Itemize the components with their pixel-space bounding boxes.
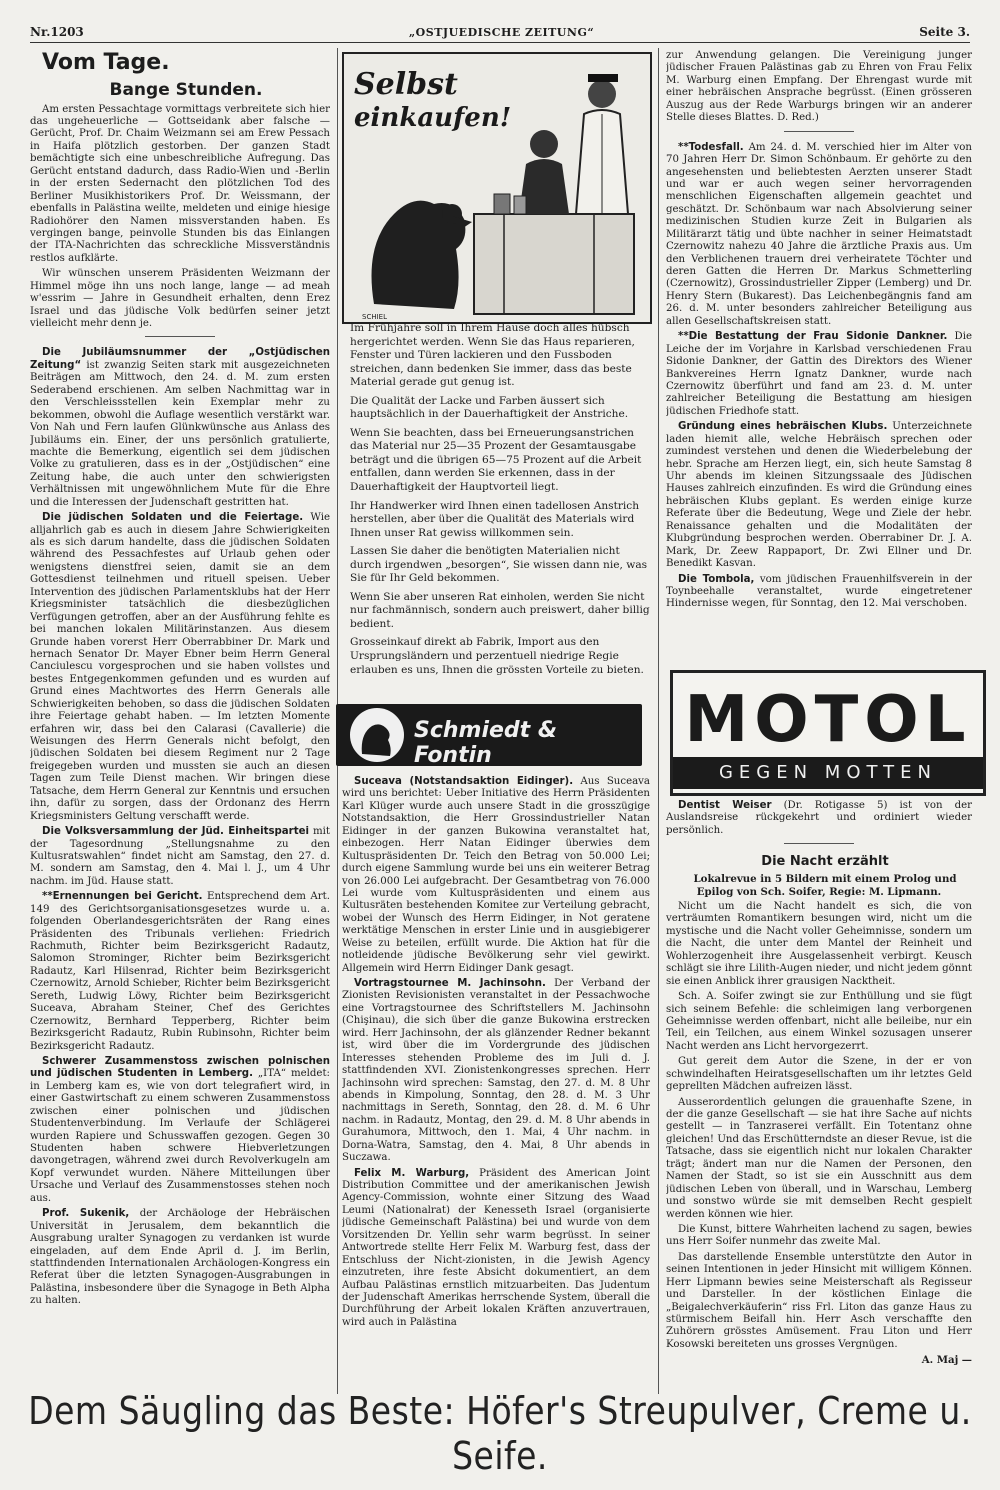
article-run-in-head: Die Jubiläumsnummer der „Ostjüdischen Zeitung“ <box>30 347 330 371</box>
ad-paragraph: Wenn Sie beachten, dass bei Erneuerungsanstrichen das Material nur 25—35 Prozent der Gesamtausgabe beträgt und die übrigen 65—75 Prozent auf die Arbeit entfallen, dann werden Sie erkennen, dass in der Dauerhaftigkeit der Hauptvorteil liegt. <box>350 426 642 494</box>
review-signature: A. Maj — <box>921 1354 972 1367</box>
ad-paragraph: Grosseinkauf direkt ab Fabrik, Import aus den Ursprungsländern und perzentuell niedrige Regie erlauben es uns, Ihnen die grössten Vorteile zu bieten. <box>350 636 644 676</box>
article-run-in-head: **Die Bestattung der Frau Sidonie Dankner. <box>678 331 948 343</box>
article-run-in-head: Gründung eines hebräischen Klubs. <box>678 421 888 433</box>
article <box>30 826 330 888</box>
review-title: Die Nacht erzählt <box>761 854 889 870</box>
ad-brand: Schmiedt & Fontin <box>414 718 558 768</box>
article <box>666 574 972 611</box>
ad-headline-1: Selbst <box>354 67 458 102</box>
article-run-in-head: Vortragstournee M. Jachinsohn. <box>354 978 546 989</box>
article-text: Am 24. d. M. verschied hier im Alter von 70 Jahren Herr Dr. Simon Schönbaum. Er gehörte zu den angesehensten und beliebtesten Aerzten unserer Stadt und war er auch wegen seiner hervorragenden menschlichen Eigenschaften allgemein geachtet und geschätzt. Dr. Schönbaum war nach Absolvierung seiner medizinischen Studien kurze Zeit in Bulgarien als Militärarzt tätig und übte nachher in seiner Heimatstadt Czernowitz nahezu 40 Jahre die ärztliche Praxis aus. Um den Verblichenen trauern drei verheiratete Töchter und deren Gatten die Herren Dr. Markus Schmetterling (Czernowitz), Grossindustrieller Zipper (Lemberg) und Dr. Henry Stern (Bukarest). Das Leichenbegängnis fand am 26. d. M. unter besonders zahlreicher Beteiligung aus allen Gesellschaftskreisen statt. <box>666 141 972 327</box>
article-text: (Dr. Rotigasse 5) ist von der Auslandsreise rückgekehrt und ordiniert wieder persönlich. <box>666 800 972 836</box>
article-text: Die Leiche der im Vorjahre in Karlsbad verschiedenen Frau Sidonie Dankner, der Gattin des Direktors des Wiener Bankvereines Herrn Ignatz Dankner, wurde nach Czernowitz überführt und fand am 23. d. M. unter zahlreicher Beteiligung die Bestattung am hiesigen jüdischen Friedhofe statt. <box>666 331 972 417</box>
article-heading: Bange Stunden. <box>109 79 263 100</box>
column-2-lower <box>342 776 650 1390</box>
article-text: der Archäologe der Hebräischen Universität in Jerusalem, dem bekanntlich die Ausgrabung uralter Synagogen zu verdanken ist wurde eingeladen, auf dem Ende April d. J. im Berlin, stattfindenden Internationalen Archäologen-Kongress ein Referat über die letzten Synagogen-Ausgrabungen in Palästina, insbesondere über die Synagoge in Beth Alpha zu halten. <box>30 1208 330 1307</box>
article-text: Unterzeichnete laden hiemit alle, welche Hebräisch sprechen oder zumindest verstehen und denen die Wiederbelebung der hebr. Sprache am Herzen liegt, ein, sich heute Samstag 8 Uhr abends im kleinen Sitzungssaale des Jüdischen Hauses zahlreich einzufinden. Es wird die Gründung eines hebräischen Klubs geplant. Es werden einige kurze Referate über die Bedeutung, Wege und Ziele der hebr. Renaissance gehalten und die Modalitäten der Klubgründung besprochen werden. Oberrabiner Dr. J. A. Mark, Dr. Zeew Rappaport, Dr. Zwi Ellner und Dr. Benedikt Kasvan. <box>666 421 972 570</box>
issue-number: Nr.1203 <box>30 25 84 39</box>
article-run-in-head: Die Tombola, <box>678 573 755 585</box>
separator <box>784 131 854 132</box>
ad-illustration-frame <box>342 52 652 324</box>
review-paragraph: Gut gereit dem Autor die Szene, in der er von schwindelhaften Heiratsgesellschaften um ihr letztes Geld geprellten Mädchen aufreizen lässt. <box>666 1056 972 1093</box>
article-text: vom jüdischen Frauenhilfsverein in der Toynbeehalle veranstaltet, wurde eingetretener Hindernisse wegen, für Sonntag, den 12. Mai verschoben. <box>666 573 972 610</box>
article <box>30 891 330 1053</box>
schmiedt-fontin-logo <box>336 704 642 766</box>
review-subtitle: Lokalrevue in 5 Bildern mit einem Prolog und Epilog von Sch. Soifer, Regie: M. Lipmann. <box>693 873 957 898</box>
review-paragraph: Sch. A. Soifer zwingt sie zur Enthüllung und sie fügt sich seinem Befehle: die schleimigen lang verborgenen Geheimnisse werden offenbart, nicht alle beileibe, nur ein Teil, ein Teilchen, aus einem Winkel sozusagen unserer Nacht werden ans Licht hervorgezerrt. <box>666 991 972 1052</box>
motol-brand: MOTOL <box>684 683 972 757</box>
ad-paragraph: Ihr Handwerker wird Ihnen einen tadellosen Anstrich herstellen, aber über die Qualität des Materials wird Ihnen unser Rat gewiss willkommen sein. <box>350 499 640 539</box>
ad-paragraph: Im Frühjahre soll in Ihrem Hause doch alles hübsch hergerichtet werden. Wenn Sie das Haus reparieren, Fenster und Türen lackieren und den Fussboden streichen, dann bedenken Sie immer, dass das beste Material gerade gut genug ist. <box>350 322 635 389</box>
artist-signature: SCHIEL <box>362 313 387 321</box>
article-text: Der Verband der Zionisten Revisionisten veranstaltet in der Pessachwoche eine Vortragstournee des Schriftstellers M. Jachinsohn (Chişinau), die sich über die ganze Bukowina erstrecken wird. Herr Jachinsohn, der als glänzender Redner bekannt ist, wird über die im Vordergrunde des jüdischen Interesses stehenden Probleme des im Juli d. J. stattfindenden XVI. Zionistenkongresses sprechen. Herr Jachinsohn wird sprechen: Samstag, den 27. d. M. 8 Uhr abends in Kimpolung, Sonntag, den 28. d. M. 3 Uhr nachmittags in Sereth, Sonntag, den 28. d. M. 6 Uhr nachm. in Radautz, Montag, den 29. d. M. 8 Uhr abends in Gurahumora, Mittwoch, den 1. Mai, 4 Uhr nachm. in Dorna-Watra, Samstag, den 4. Mai, 8 Uhr abends in Suczawa. <box>342 978 650 1164</box>
article-run-in-head: Die Volksversammlung der Jüd. Einheitspartei <box>42 826 309 838</box>
page-number: Seite 3. <box>919 25 970 39</box>
column-3-upper <box>666 50 972 662</box>
ad-headline-2: einkaufen! <box>354 103 512 133</box>
article-text: „ITA“ meldet: in Lemberg kam es, wie von dort telegrafiert wird, in einer Gastwirtschaft zu einem schweren Zusammenstoss zwischen einer polnischen und jüdischen Studentenverbindung. Im Verlaufe der Schlägerei wurden Rapiere und Schusswaffen gezogen. Gegen 30 Studenten haben schwere Hiebverletzungen davongetragen, während zwei durch Revolverkugeln am Kopf verwundet wurden. Nähere Mitteilungen über Ursache und Verlauf des Zusammenstosses stehen noch aus. <box>30 1068 330 1204</box>
article-text: Aus Suceava wird uns berichtet: Ueber Initiative des Herrn Präsidenten Karl Klüger wurde auch unsere Stadt in die grosszügige Notstandsaktion, die Herr Grossindustrieller Natan Eidinger in der ganzen Bukowina veranstaltet hat, einbezogen. Herr Natan Eidinger überwies dem Kultuspräsidenten Dr. Teich den Betrag von 50.000 Lei; durch eigene Sammlung wurde bei uns ein weiterer Betrag von 26.000 Lei aufgebracht. Der Gesamtbetrag von 76.000 Lei wurde vom Kultuspräsidenten und einem aus Kultusräten bestehenden Komitee zur Verteilung gebracht, wobei der Wunsch des Herrn Eidinger, in Not geratene werktätige Menschen in erster Linie und in ausgiebigerer Weise zu beteilen, erfüllt wurde. Die Aktion hat für die notleidende jüdische Bevölkerung sehr viel gewirkt. Allgemein wird Herrn Eidinger Dank gesagt. <box>342 776 650 974</box>
review-paragraph: Die Kunst, bittere Wahrheiten lachend zu sagen, bewies uns Herr Soifer nunmehr das zweite Mal. <box>666 1223 972 1248</box>
separator <box>145 336 215 337</box>
article-paragraph: Wir wünschen unserem Präsidenten Weizmann der Himmel möge ihn uns noch lange, lange — ad meah w'essrim — Jahre in Gesundheit erhalten, denn Erez Israel und das jüdische Volk bedürfen seiner jetzt vielleicht mehr denn je. <box>30 268 330 329</box>
review-paragraph: Ausserordentlich gelungen die grauenhafte Szene, in der die ganze Gesellschaft — sie hat ihre Sache auf nichts gestellt — in Tanzraserei verfällt. Ein Totentanz ohne gleichen! Und das Erschütterndste an dieser Revue, ist die Tatsache, dass sie eigentlich nicht nur lokalen Charakter trägt; ändert man nur die Namen der Personen, den Namen der Stadt, so ist sie ein Ausschnitt aus dem jüdischen Leben von überall, und in Warschau, Lemberg und sonstwo würde sie mit demselben Recht gespielt werden können wie hier. <box>666 1096 972 1220</box>
article <box>666 800 972 837</box>
footer-advertisement: Dem Säugling das Beste: Höfer's Streupulver, Creme u. Seife. <box>28 1388 972 1478</box>
ad-paragraph: Lassen Sie daher die benötigten Materialien nicht durch irgendwen „besorgen“, Sie wissen dann nie, was Sie für Ihr Geld bekommen. <box>350 545 648 585</box>
article <box>30 1208 330 1308</box>
page-header <box>30 22 970 42</box>
shopkeeper-dog-illustration <box>344 54 650 322</box>
article-run-in-head: **Ernennungen bei Gericht. <box>42 891 203 903</box>
motol-advertisement <box>670 670 986 796</box>
article <box>30 512 330 823</box>
article <box>342 1168 650 1330</box>
article-run-in-head: Dentist Weiser <box>678 800 772 811</box>
article <box>342 776 650 975</box>
motol-tagline: GEGEN MOTTEN <box>673 757 983 789</box>
article-paragraph: zur Anwendung gelangen. Die Vereinigung junger jüdischer Frauen Palästinas gab zu Ehren von Frau Felix M. Warburg einen Empfang. Der Ehrengast wurde mit einer hebräischen Ansprache begrüsst. (Einen grösseren Auszug aus der Rede Warburgs bringen wir an anderer Stelle dieses Blattes. D. Red.) <box>666 50 972 124</box>
ad-copy <box>350 322 650 682</box>
article-text: mit der Tagesordnung „Stellungsnahme zu den Kultusratswahlen“ findet nicht am Samstag, den 27. d. M. sondern am Samstag, den 4. Mai l. J., um 4 Uhr nachm. im Jüd. Hause statt. <box>30 826 330 887</box>
article-text: Entsprechend dem Art. 149 des Gerichtsorganisationsgesetzes wurde u. a. folgenden Oberlandesgerichtsräten der Rang eines Präsidenten des Tribunals verliehen: Friedrich Rachmuth, Richter beim Bezirksgericht Radautz, Salomon Strominger, Richter beim Bezirksgericht Radautz, Karl Hilsenrad, Richter beim Bezirksgericht Czernowitz, Arnold Schieber, Richter beim Bezirksgericht Sereth, Ludwig Löwy, Richter beim Bezirksgericht Suceava, Abraham Steiner, Chef des Gerichtes Czernowitz, Bernhard Tepperberg, Richter beim Bezirksgericht Radautz, Rubin Rubinsohn, Richter beim Bezirksgericht Radautz. <box>30 891 330 1052</box>
article-run-in-head: **Todesfall. <box>678 141 744 153</box>
article-paragraph: Am ersten Pessachtage vormittags verbreitete sich hier das ungeheuerliche — Gottseidank aber falsche — Gerücht, Prof. Dr. Chaim Weizmann sei am Erew Pessach in Haifa plötzlich gestorben. Der ganzen Stadt bemächtigte sich eine unbeschreibliche Aufregung. Das Gerücht entstand dadurch, dass Radio-Wien und -Berlin in der ersten Sedernacht den plötzlichen Tod des Berliner Musikhistorikers Prof. Dr. Weissmann, der ebenfalls in Palästina weilte, meldeten und einige hiesige Radiohörer den Namen missverstanden haben. Es vergingen bange, peinvolle Stunden bis das Einlangen der ITA-Nachrichten das schreckliche Missverständnis restlos aufklärte. <box>30 103 330 264</box>
article-text: Wie alljahrlich gab es auch in diesem Jahre Schwierigkeiten als es sich darum handelte, dass die jüdischen Soldaten während des Pessachfestes auf Urlaub gehen oder wenigstens dienstfrei seien, damit sie an dem Gottesdienst teilnehmen und rituell speisen. Ueber Intervention des jüdischen Parlamentsklubs hat der Herr Kriegsminister tatsächlich die diesbezüglichen Verfügungen getroffen, aber an der Ausführung fehlte es bei manchen lokalen Militärinstanzen. Aus diesem Grunde haben vorerst Herr Oberrabbiner Dr. Mark und hernach Senator Dr. Mayer Ebner beim Herrn General Canciulescu vorgesprochen und sie haben vollstes und bestes Entgegenkommen gefunden und es wurden auf Grund eines Machtwortes des Herrn Generals alle Schwierigkeiten behoben, so dass die jüdischen Soldaten ihre Feiertage gehabt haben. — Im letzten Momente erfahren wir, dass bei den Calarasi (Cavallerie) die Weisungen des Herrn Generals nicht befolgt, den jüdischen Soldaten bei diesem Regiment nur 2 Tage freigegeben wurden und mussten sie auch an diesen Tagen zum Teile Dienst machen. Wir bringen diese Tatsache, dem Herrn General zur Kenntnis und ersuchen ihn, dafür zu sorgen, dass der Ordonanz des Herrn Kriegsministers Geltung verschafft werde. <box>30 512 330 822</box>
ad-paragraph: Wenn Sie aber unseren Rat einholen, werden Sie nicht nur fachmännisch, sondern auch preiswert, daher billig bedient. <box>350 590 650 630</box>
article-run-in-head: Suceava (Notstandsaktion Eidinger). <box>354 776 574 787</box>
article-text: ist zwanzig Seiten stark mit ausgezeichneten Beiträgen am Mittwoch, den 24. d. M. zum ersten Sederabend erschienen. Am selben Nachmittag war in den Verschleissstellen kein Exemplar mehr zu bekommen, obwohl die Auflage wesentlich verstärkt war. Von Nah und Fern laufen Glünkwünsche aus Anlass des Jubiläums ein. Einer, der uns persönlich gratulierte, machte die Bemerkung, eigentlich sei dem jüdischen Volke zu gratulieren, dass es in der „Ostjüdischen“ eine Zeitung habe, die auch unter den schwierigsten Verhältnissen mit ungewöhnlichem Mute für die Ehre und die Interessen der Judenschaft gestritten hat. <box>30 359 330 508</box>
column-1 <box>30 50 330 1390</box>
column-3-lower <box>666 800 972 1390</box>
article <box>666 331 972 418</box>
dog-logo-icon <box>342 704 412 766</box>
review-paragraph: Nicht um die Nacht handelt es sich, die von verträumten Romantikern besungen wird, nicht um die mystische und die Nacht voller Geheimnisse, sondern um die Nacht, die unter dem Mantel der Reinheit und Wohlerzogenheit ihre Ausgelassenheit verbirgt. Keusch schlägt sie ihre Lilith-Augen nieder, und nicht jedem gönnt sie einen Anblick ihrer grausigen Nacktheit. <box>666 901 972 987</box>
article <box>342 978 650 1165</box>
article-run-in-head: Felix M. Warburg, <box>354 1167 470 1179</box>
section-heading: Vom Tage. <box>42 50 170 75</box>
article <box>30 347 330 509</box>
article-run-in-head: Die jüdischen Soldaten und die Feiertage. <box>42 512 304 524</box>
article-text: Präsident des American Joint Distribution Committee und der amerikanischen Jewish Agency-Commission, wohnte einer Sitzung des Waad Leumi (Nationalrat) der Kenesseth Israel (organisierte jüdische Gemeinschaft Palästina) bei und wurde von dem Vorsitzenden Dr. Yellin sehr warm begrüsst. In seiner Antwortrede stellte Herr Felix M. Warburg fest, dass der Entschluss der Nicht-zionisten, in die Jewish Agency einzutreten, ihre feste Absicht dokumentiert, an dem Aufbau Palästinas ernstlich mitzuarbeiten. Das Judentum der Judenschaft Amerikas herrschende System, überall die Durchführung der Arbeit lokalen Kräften anzuvertrauen, wird auch in Palästina <box>342 1167 650 1328</box>
separator <box>784 843 854 844</box>
ad-paragraph: Die Qualität der Lacke und Farben äussert sich hauptsächlich in der Dauerhaftigkeit der Anstriche. <box>350 394 629 421</box>
article <box>30 1056 330 1205</box>
column-divider-2 <box>658 48 659 1394</box>
article <box>666 142 972 329</box>
article-run-in-head: Schwerer Zusammenstoss zwischen polnischen und jüdischen Studenten in Lemberg. <box>30 1055 330 1080</box>
newspaper-title: „OSTJUEDISCHE ZEITUNG“ <box>408 25 595 39</box>
review-paragraph: Das darstellende Ensemble unterstützte den Autor in seinen Intentionen in jeder Hinsicht mit willigem Können. Herr Lipmann bewies seine Meisterschaft als Regisseur und Darsteller. In der köstlichen Einlage die „Beigalechverkäuferin“ riss Frl. Liton das ganze Haus zu stürmischem Beifall hin. Herr Asch verschaffte den Zuhörern grösstes Amüsement. Frau Liton und Herr Kosowski bereiteten uns grosses Vergnügen. <box>666 1251 972 1350</box>
article-run-in-head: Prof. Sukenik, <box>42 1208 130 1220</box>
article <box>666 421 972 570</box>
header-rule <box>30 42 970 43</box>
